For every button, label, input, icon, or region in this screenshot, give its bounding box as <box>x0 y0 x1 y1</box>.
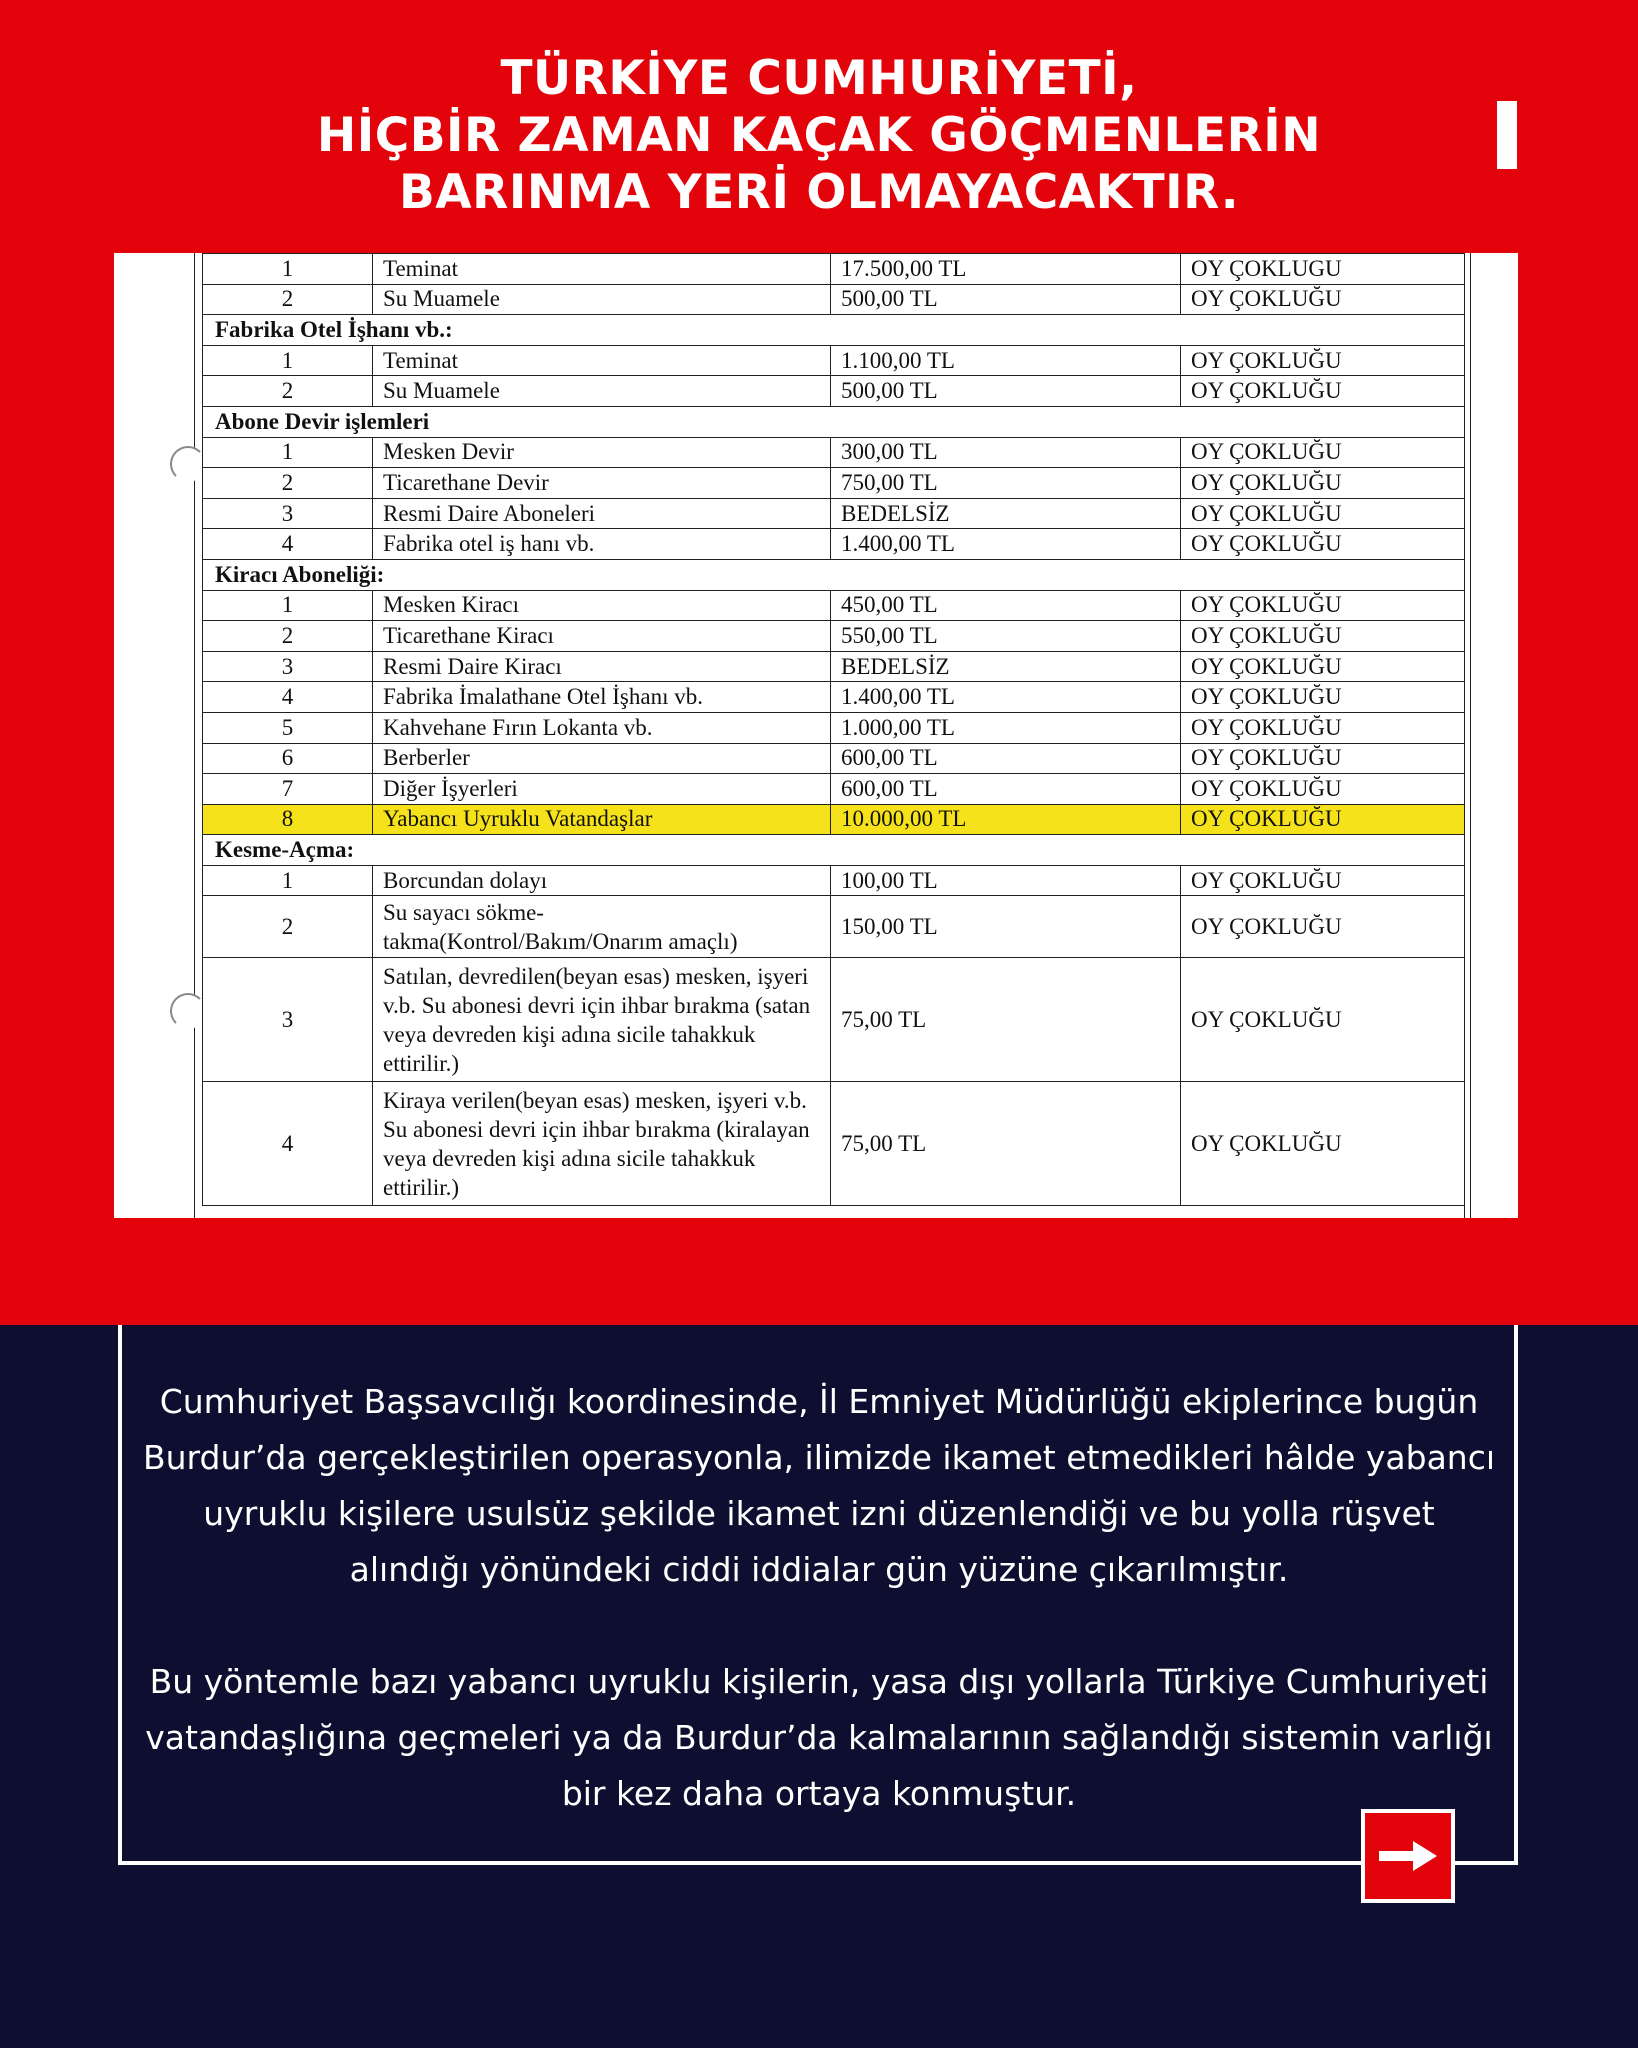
headline <box>0 50 1638 221</box>
fee-amount: 450,00 TL <box>831 590 1181 621</box>
table-row <box>203 896 1465 958</box>
decision: OY ÇOKLUĞU <box>1181 896 1465 958</box>
row-number: 1 <box>203 865 373 896</box>
row-number: 4 <box>203 682 373 713</box>
side-bar-mark <box>1497 101 1517 169</box>
table-row <box>203 1082 1465 1206</box>
fee-amount: 1.400,00 TL <box>831 682 1181 713</box>
table-section-row <box>203 406 1465 437</box>
headline-line-2: HİÇBİR ZAMAN KAÇAK GÖÇMENLERİN <box>316 108 1322 163</box>
row-number: 2 <box>203 621 373 652</box>
row-number: 5 <box>203 712 373 743</box>
table-row <box>203 651 1465 682</box>
fee-amount: 1.400,00 TL <box>831 529 1181 560</box>
decision: OY ÇOKLUĞU <box>1181 621 1465 652</box>
section-title: Kiracı Aboneliği: <box>203 559 1465 590</box>
row-number: 4 <box>203 1082 373 1206</box>
table-row <box>203 376 1465 407</box>
fee-amount: 1.000,00 TL <box>831 712 1181 743</box>
decision: OY ÇOKLUĞU <box>1181 468 1465 499</box>
item-name: Su Muamele <box>373 284 831 315</box>
document-scan <box>114 253 1518 1218</box>
decision: OY ÇOKLUĞU <box>1181 743 1465 774</box>
decision: OY ÇOKLUĞU <box>1181 865 1465 896</box>
fee-amount: BEDELSİZ <box>831 651 1181 682</box>
item-name: Satılan, devredilen(beyan esas) mesken, işyeri v.b. Su abonesi devri için ihbar bırakma (satan veya devreden kişi adına sicile tahakkuk ettirilir.) <box>373 958 831 1082</box>
fee-amount: 750,00 TL <box>831 468 1181 499</box>
item-name: Teminat <box>373 345 831 376</box>
row-number: 2 <box>203 468 373 499</box>
item-name: Ticarethane Kiracı <box>373 621 831 652</box>
table-row <box>203 529 1465 560</box>
row-number: 3 <box>203 958 373 1082</box>
decision: OY ÇOKLUĞU <box>1181 437 1465 468</box>
item-name: Resmi Daire Aboneleri <box>373 498 831 529</box>
decision: OY ÇOKLUĞU <box>1181 284 1465 315</box>
punch-hole-icon <box>170 446 206 482</box>
item-name: Mesken Devir <box>373 437 831 468</box>
fee-amount: 17.500,00 TL <box>831 254 1181 285</box>
decision: OY ÇOKLUĞU <box>1181 529 1465 560</box>
row-number: 2 <box>203 376 373 407</box>
item-name: Resmi Daire Kiracı <box>373 651 831 682</box>
fee-amount: 600,00 TL <box>831 774 1181 805</box>
table-section-row <box>203 315 1465 346</box>
row-number: 1 <box>203 590 373 621</box>
table-row <box>203 958 1465 1082</box>
row-number: 8 <box>203 804 373 835</box>
row-number: 1 <box>203 437 373 468</box>
decision: OY ÇOKLUĞU <box>1181 498 1465 529</box>
item-name: Teminat <box>373 254 831 285</box>
row-number: 3 <box>203 498 373 529</box>
item-name: Borcundan dolayı <box>373 865 831 896</box>
row-number: 2 <box>203 896 373 958</box>
fee-amount: 10.000,00 TL <box>831 804 1181 835</box>
right-arrow-icon <box>1379 1841 1437 1871</box>
fee-amount: BEDELSİZ <box>831 498 1181 529</box>
table-row <box>203 865 1465 896</box>
fee-amount: 75,00 TL <box>831 1082 1181 1206</box>
table-row <box>203 437 1465 468</box>
table-row <box>203 345 1465 376</box>
body-text <box>140 1374 1498 1822</box>
table-row <box>203 284 1465 315</box>
item-name: Kahvehane Fırın Lokanta vb. <box>373 712 831 743</box>
row-number: 4 <box>203 529 373 560</box>
table-row <box>203 590 1465 621</box>
item-name: Fabrika İmalathane Otel İşhanı vb. <box>373 682 831 713</box>
item-name: Su Muamele <box>373 376 831 407</box>
item-name: Yabancı Uyruklu Vatandaşlar <box>373 804 831 835</box>
headline-line-1: TÜRKİYE CUMHURİYETİ, <box>500 51 1138 106</box>
decision: OY ÇOKLUĞU <box>1181 590 1465 621</box>
table-row <box>203 712 1465 743</box>
decision: OY ÇOKLUĞU <box>1181 774 1465 805</box>
item-name: Berberler <box>373 743 831 774</box>
item-name: Diğer İşyerleri <box>373 774 831 805</box>
row-number: 2 <box>203 284 373 315</box>
item-name: Fabrika otel iş hanı vb. <box>373 529 831 560</box>
item-name: Ticarethane Devir <box>373 468 831 499</box>
row-number: 7 <box>203 774 373 805</box>
fee-amount: 550,00 TL <box>831 621 1181 652</box>
decision: OY ÇOKLUĞU <box>1181 712 1465 743</box>
fee-amount: 100,00 TL <box>831 865 1181 896</box>
table-section-row <box>203 559 1465 590</box>
decision: OY ÇOKLUĞU <box>1181 682 1465 713</box>
item-name: Mesken Kiracı <box>373 590 831 621</box>
table-row-highlighted <box>203 804 1465 835</box>
decision: OY ÇOKLUĞU <box>1181 958 1465 1082</box>
decision: OY ÇOKLUĞU <box>1181 376 1465 407</box>
body-paragraph-1: Cumhuriyet Başsavcılığı koordinesinde, İl Emniyet Müdürlüğü ekiplerince bugün Burdur’da gerçekleştirilen operasyonla, ilimizde ikamet etmedikleri hâlde yabancı uyruklu kişilere usulsüz şekilde ikamet izni düzenlendiği ve bu yolla rüşvet alındığı yönündeki ciddi iddialar gün yüzüne çıkarılmıştır. <box>142 1382 1496 1589</box>
fee-amount: 500,00 TL <box>831 284 1181 315</box>
table-section-row <box>203 835 1465 866</box>
item-name: Su sayacı sökme-takma(Kontrol/Bakım/Onarım amaçlı) <box>373 896 831 958</box>
decision: OY ÇOKLUĞU <box>1181 1082 1465 1206</box>
table-row <box>203 254 1465 285</box>
fee-amount: 150,00 TL <box>831 896 1181 958</box>
next-button[interactable] <box>1361 1809 1455 1903</box>
row-number: 3 <box>203 651 373 682</box>
row-number: 1 <box>203 254 373 285</box>
table-row <box>203 682 1465 713</box>
fee-table <box>202 253 1465 1206</box>
fee-amount: 300,00 TL <box>831 437 1181 468</box>
decision: OY ÇOKLUGU <box>1181 254 1465 285</box>
table-row <box>203 621 1465 652</box>
fee-amount: 75,00 TL <box>831 958 1181 1082</box>
decision: OY ÇOKLUĞU <box>1181 804 1465 835</box>
fee-amount: 1.100,00 TL <box>831 345 1181 376</box>
body-paragraph-2: Bu yöntemle bazı yabancı uyruklu kişilerin, yasa dışı yollarla Türkiye Cumhuriyeti vatandaşlığına geçmeleri ya da Burdur’da kalmalarının sağlandığı sistemin varlığı bir kez daha ortaya konmuştur. <box>145 1662 1493 1813</box>
fee-amount: 500,00 TL <box>831 376 1181 407</box>
decision: OY ÇOKLUĞU <box>1181 345 1465 376</box>
document-margin-rule <box>1470 253 1471 1218</box>
table-row <box>203 743 1465 774</box>
document-margin-rule <box>194 253 195 1218</box>
item-name: Kiraya verilen(beyan esas) mesken, işyeri v.b. Su abonesi devri için ihbar bırakma (kiralayan veya devreden kişi adına sicile tahakkuk ettirilir.) <box>373 1082 831 1206</box>
decision: OY ÇOKLUĞU <box>1181 651 1465 682</box>
section-title: Kesme-Açma: <box>203 835 1465 866</box>
fee-amount: 600,00 TL <box>831 743 1181 774</box>
row-number: 1 <box>203 345 373 376</box>
section-title: Fabrika Otel İşhanı vb.: <box>203 315 1465 346</box>
punch-hole-icon <box>170 993 206 1029</box>
table-row <box>203 498 1465 529</box>
section-title: Abone Devir işlemleri <box>203 406 1465 437</box>
table-row <box>203 468 1465 499</box>
row-number: 6 <box>203 743 373 774</box>
headline-line-3: BARINMA YERİ OLMAYACAKTIR. <box>398 165 1240 220</box>
table-row <box>203 774 1465 805</box>
